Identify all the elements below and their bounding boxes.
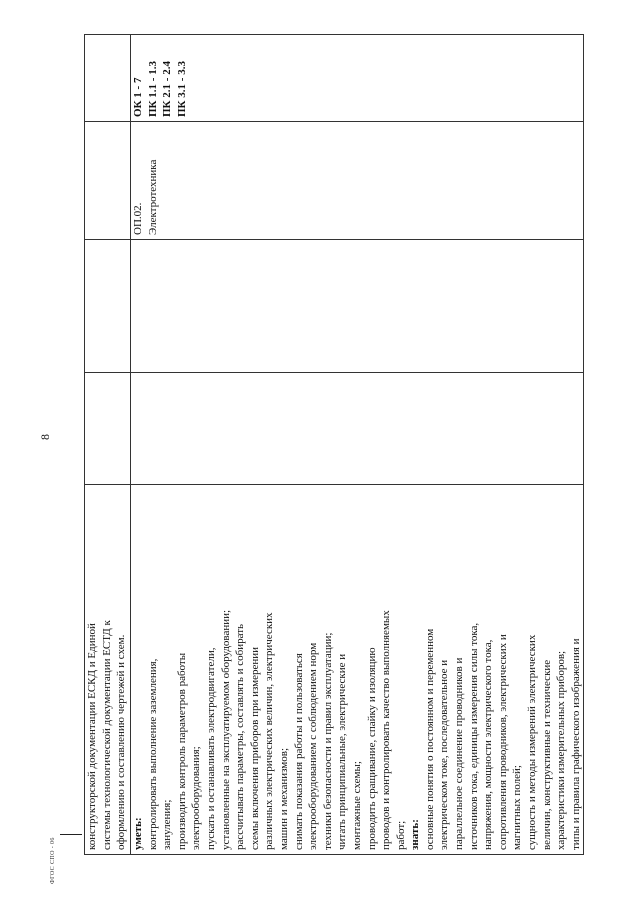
competency-code: ПК 2.1 - 2.4 [161, 61, 174, 117]
text-line: конструкторской документации ЕСКД и Единой [86, 623, 98, 850]
empty-cell [85, 122, 131, 240]
text-line: проводов и контролировать качество выполняемых [380, 610, 393, 850]
text-line: сопротивления проводников, электрических и [496, 634, 509, 850]
text-line: электрооборудованием с соблюдением норм [307, 642, 320, 850]
empty-cell [131, 240, 584, 373]
text-line: параллельное соединение проводников и [453, 657, 466, 850]
text-line: сущность и методы измерений электрических [526, 634, 539, 850]
requirements-cell-continued [85, 485, 131, 855]
empty-cell [85, 35, 131, 122]
empty-cell [85, 373, 131, 485]
text-line: системы технологической документации ЕСТД к [100, 620, 113, 850]
empty-cell [85, 240, 131, 373]
text-line: оформлению и составлению чертежей и схем. [115, 634, 128, 850]
text-line: производить контроль параметров работы [175, 652, 188, 850]
empty-cell [131, 373, 584, 485]
competency-code: ПК 1.1 - 1.3 [146, 61, 159, 117]
text-line: проводить сращивание, спайку и изоляцию [365, 647, 378, 850]
table-row [131, 35, 584, 855]
text-line: машин и механизмов; [277, 747, 290, 850]
text-line: контролировать выполнение заземления, [146, 658, 159, 850]
text-line: электрическом токе, последовательное и [438, 659, 451, 850]
competencies-cell [131, 35, 584, 122]
text-line: зануления; [161, 799, 174, 850]
text-line: типы и правила графического изображения и [569, 638, 582, 850]
text-line: характеристики измерительных приборов; [555, 650, 568, 850]
competency-code: ОК 1 - 7 [132, 77, 144, 117]
discipline-name: Электротехника [146, 159, 159, 235]
footer-mark: ФГОС СПО - 06 [50, 837, 56, 884]
text-line: основные понятия о постоянном и переменном [423, 628, 436, 850]
curriculum-table [84, 35, 582, 855]
curriculum-table-grid [84, 34, 584, 855]
text-line: читать принципиальные, электрические и [336, 653, 349, 850]
scan-rule [60, 834, 82, 835]
text-line: схемы включения приборов при измерении [248, 646, 261, 850]
text-line: электрооборудования; [190, 746, 203, 850]
text-line: напряжения, мощности электрического тока, [482, 639, 495, 850]
text-line: установленные на эксплуатируемом оборудовании; [219, 609, 232, 850]
text-line: различных электрических величин, электрических [263, 612, 276, 850]
text-line: рассчитывать параметры, составлять и собирать [234, 623, 247, 850]
discipline-cell [131, 122, 584, 240]
requirements-cell [131, 485, 584, 855]
znat-label: знать: [409, 819, 422, 850]
table-row [85, 35, 131, 855]
text-line: снимать показания работы и пользоваться [292, 653, 305, 850]
discipline-code: ОП.02. [132, 202, 144, 235]
text-line: техники безопасности и правил эксплуатации; [321, 632, 334, 850]
umet-label: уметь: [132, 817, 144, 850]
text-line: пускать и останавливать электродвигатели, [204, 647, 217, 850]
text-line: монтажные схемы; [350, 761, 363, 850]
text-line: работ; [394, 820, 407, 850]
competency-code: ПК 3.1 - 3.3 [175, 61, 188, 117]
text-line: величин, конструктивные и технические [540, 659, 553, 850]
text-line: магнитных полей; [511, 765, 524, 850]
page-number: 8 [38, 434, 52, 440]
text-line: источников тока, единицы измерения силы тока, [467, 622, 480, 850]
